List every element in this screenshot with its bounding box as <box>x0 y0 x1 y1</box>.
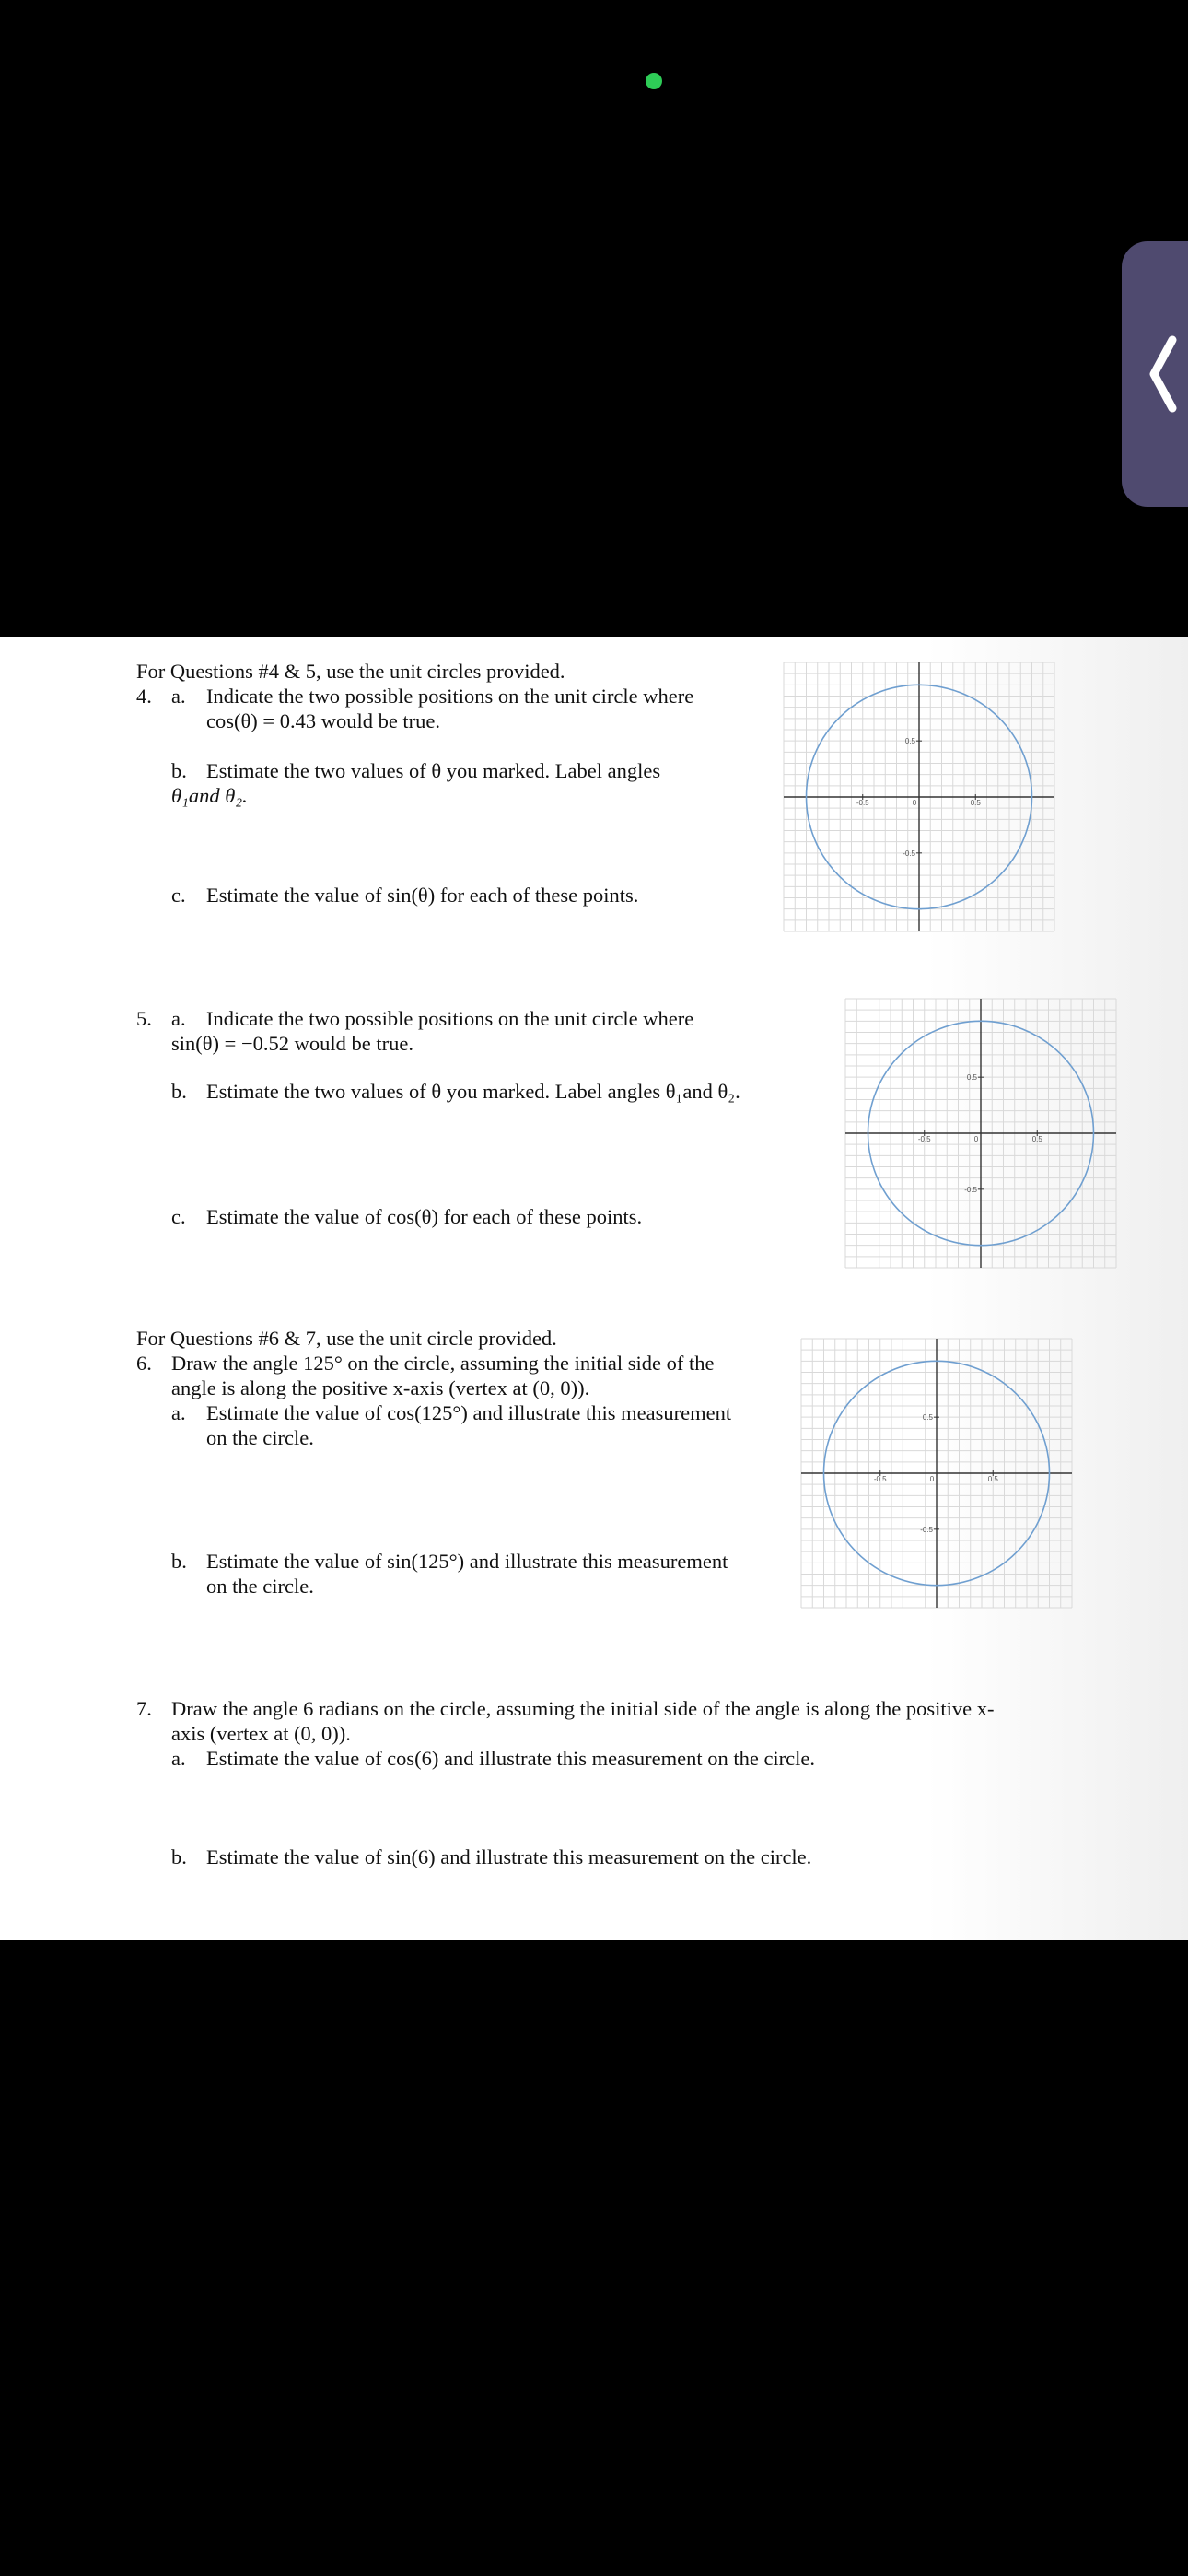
question-6a-text: Estimate the value of cos(125°) and illustrate this measurement <box>206 1401 732 1424</box>
question-7-text: Draw the angle 6 radians on the circle, assuming the initial side of the angle is along the positive x- <box>171 1697 995 1720</box>
tick-label-origin: 0 <box>912 799 917 807</box>
question-5a-equation: sin(θ) = −0.52 would be true. <box>171 1032 413 1055</box>
question-6a-text-line2: on the circle. <box>206 1426 314 1449</box>
tick-label-y-neg: -0.5 <box>920 1525 933 1534</box>
unit-circle-q6[interactable] <box>794 1331 1079 1615</box>
tick-label-x-pos: 0.5 <box>970 799 981 807</box>
intro-questions-4-5: For Questions #4 & 5, use the unit circles provided. <box>136 660 565 683</box>
tick-label-y-neg: -0.5 <box>964 1185 977 1194</box>
tick-label-y-pos: 0.5 <box>966 1073 977 1083</box>
question-5b-letter: b. <box>171 1080 187 1103</box>
question-5c-letter: c. <box>171 1205 186 1228</box>
question-6b-letter: b. <box>171 1550 187 1573</box>
question-4c-text: Estimate the value of sin(θ) for each of these points. <box>206 884 639 907</box>
question-4b-letter: b. <box>171 759 187 782</box>
side-panel-tab[interactable] <box>1122 241 1188 507</box>
question-5b-text: Estimate the two values of θ you marked. Label angles θ₁and θ₂. <box>206 1080 740 1103</box>
question-7b-letter: b. <box>171 1845 187 1868</box>
tick-label-x-pos: 0.5 <box>987 1475 998 1483</box>
question-7a-letter: a. <box>171 1747 186 1770</box>
tick-label-origin: 0 <box>973 1135 979 1143</box>
tick-label-x-neg: -0.5 <box>873 1475 887 1483</box>
tick-label-y-pos: 0.5 <box>904 737 915 746</box>
worksheet-page <box>0 637 1188 1940</box>
question-5c-text: Estimate the value of cos(θ) for each of these points. <box>206 1205 643 1228</box>
question-5-number: 5. <box>136 1007 152 1030</box>
question-6a-letter: a. <box>171 1401 186 1424</box>
question-4a-letter: a. <box>171 685 186 708</box>
question-4a-equation: cos(θ) = 0.43 would be true. <box>206 709 441 732</box>
chevron-left-icon <box>1145 333 1182 416</box>
tick-label-y-neg: -0.5 <box>903 849 915 858</box>
tick-label-origin: 0 <box>929 1475 935 1483</box>
unit-circle-q5[interactable] <box>838 991 1124 1275</box>
question-4a-text: Indicate the two possible positions on the unit circle where <box>206 685 694 708</box>
question-7-text-line2: axis (vertex at (0, 0)). <box>171 1722 351 1745</box>
status-indicator-dot <box>646 73 662 89</box>
tick-label-x-neg: -0.5 <box>856 799 869 807</box>
question-4b-text: Estimate the two values of θ you marked. Label angles <box>206 759 661 782</box>
question-6-number: 6. <box>136 1352 152 1375</box>
question-4b-angle-labels: θ₁and θ₂. <box>171 784 248 807</box>
tick-label-y-pos: 0.5 <box>922 1413 933 1423</box>
question-4c-letter: c. <box>171 884 186 907</box>
unit-circle-q4[interactable] <box>776 655 1062 939</box>
tick-label-x-neg: -0.5 <box>917 1135 931 1143</box>
question-5a-text: Indicate the two possible positions on the unit circle where <box>206 1007 694 1030</box>
question-6b-text-line2: on the circle. <box>206 1575 314 1598</box>
question-5a-letter: a. <box>171 1007 186 1030</box>
intro-questions-6-7: For Questions #6 & 7, use the unit circle provided. <box>136 1327 557 1350</box>
question-7a-text: Estimate the value of cos(6) and illustrate this measurement on the circle. <box>206 1747 816 1770</box>
question-4-number: 4. <box>136 685 152 708</box>
question-6-text-line2: angle is along the positive x-axis (vertex at (0, 0)). <box>171 1376 590 1399</box>
question-7b-text: Estimate the value of sin(6) and illustrate this measurement on the circle. <box>206 1845 812 1868</box>
question-6-text: Draw the angle 125° on the circle, assuming the initial side of the <box>171 1352 715 1375</box>
question-6b-text: Estimate the value of sin(125°) and illustrate this measurement <box>206 1550 728 1573</box>
tick-label-x-pos: 0.5 <box>1031 1135 1042 1143</box>
question-7-number: 7. <box>136 1697 152 1720</box>
